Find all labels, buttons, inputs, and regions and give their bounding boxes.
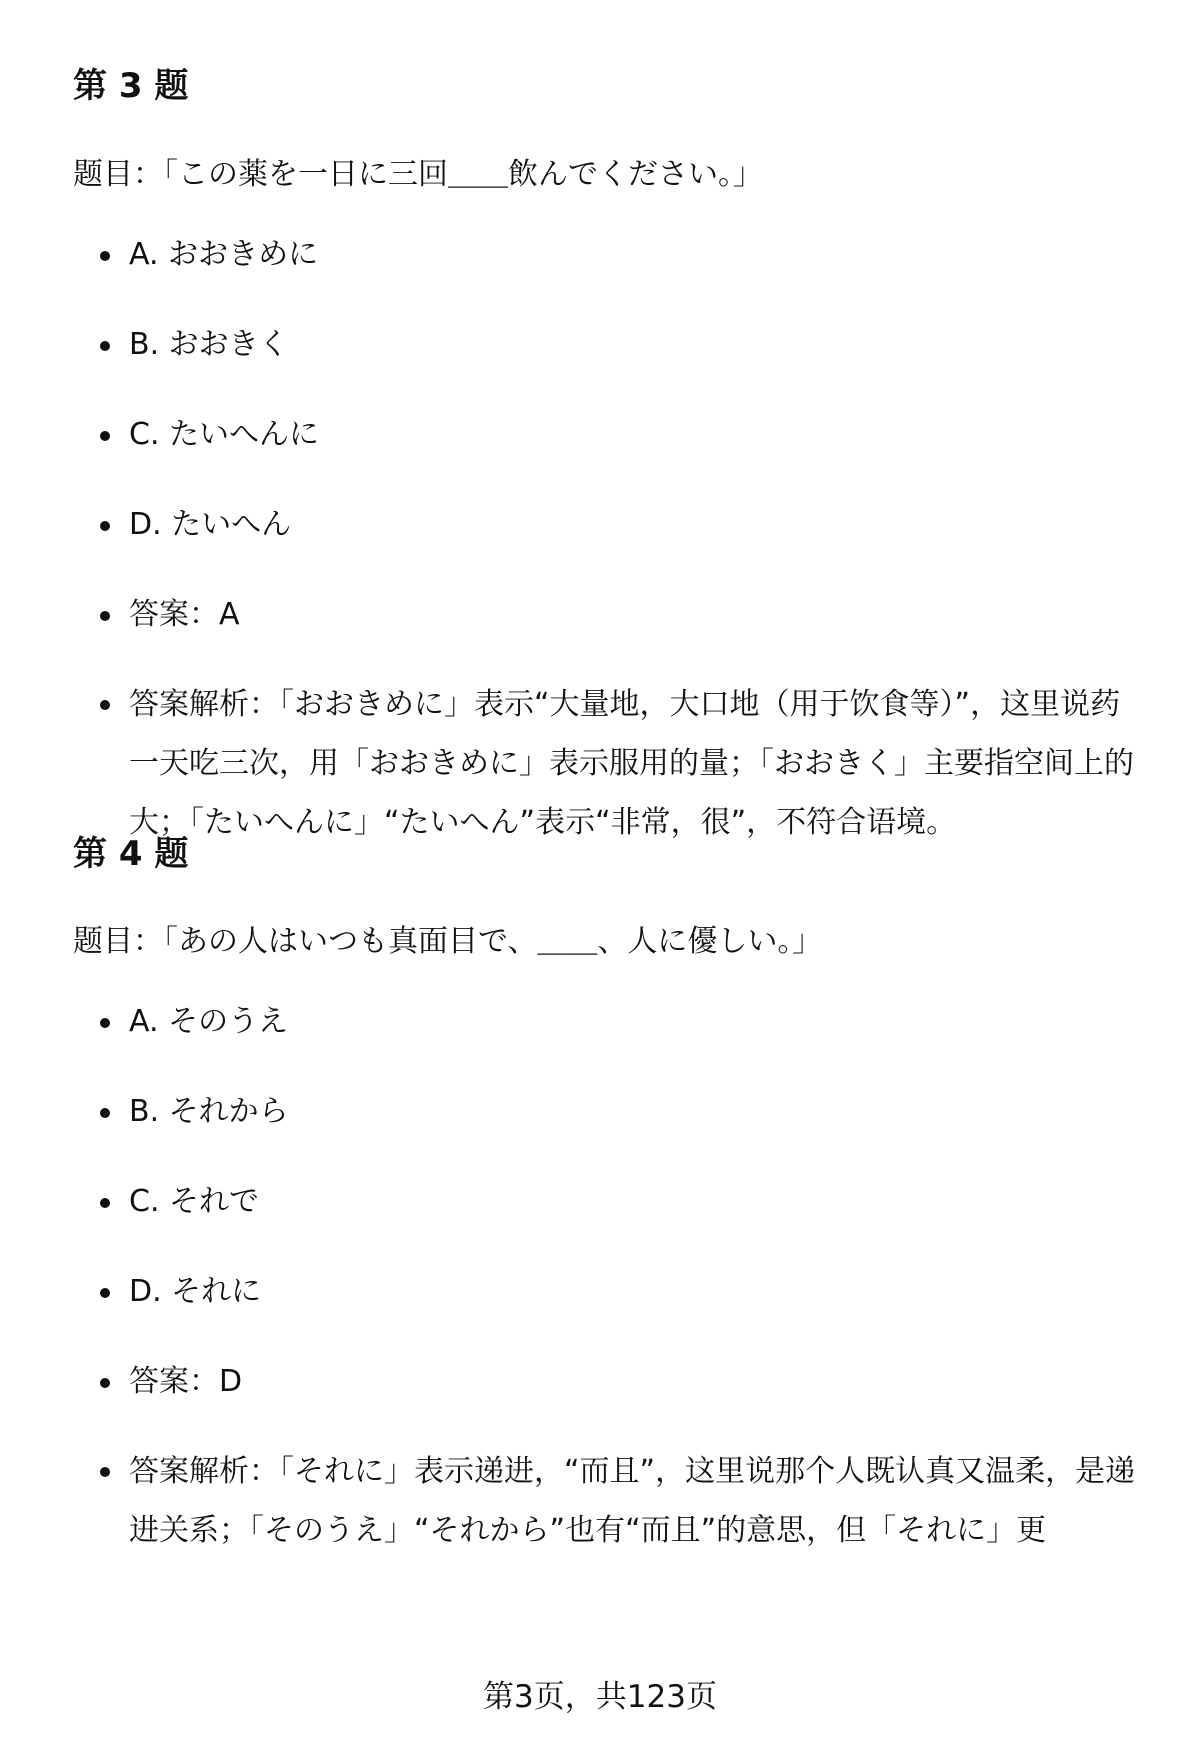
question-4-option-d: D. それに	[73, 1272, 1143, 1312]
question-3-options	[73, 235, 1143, 852]
question-3-option-d: D. たいへん	[73, 505, 1143, 545]
question-3-title: 第 3 题	[73, 66, 189, 106]
question-3-analysis: 答案解析：「おおきめに」表示“大量地，大口地（用于饮食等）”，这里说药一天吃三次，用「おおきめに」表示服用的量；「おおきく」主要指空间上的大；「たいへんに」“たいへん”表示“非常，很”，不符合语境。	[73, 675, 1143, 852]
question-3-option-c: C. たいへんに	[73, 415, 1143, 455]
question-4-analysis: 答案解析：「それに」表示递进，“而且”，这里说那个人既认真又温柔，是递进关系；「そのうえ」“それから”也有“而且”的意思，但「それに」更	[73, 1442, 1143, 1560]
question-4-options	[73, 1002, 1143, 1560]
question-3-option-a: A. おおきめに	[73, 235, 1143, 275]
question-4-title: 第 4 题	[73, 834, 189, 874]
question-3-option-b: B. おおきく	[73, 325, 1143, 365]
question-4-option-b: B. それから	[73, 1092, 1143, 1132]
question-4-option-c: C. それで	[73, 1182, 1143, 1222]
question-4-answer: 答案：D	[73, 1362, 1143, 1402]
question-4-option-a: A. そのうえ	[73, 1002, 1143, 1042]
question-4-stem: 题目：「あの人はいつも真面目で、＿＿、人に優しい。」	[73, 924, 823, 959]
question-3-stem: 题目：「この薬を一日に三回＿＿飲んでください。」	[73, 157, 763, 192]
page-footer: 第3页，共123页	[0, 1677, 1200, 1717]
question-3-answer: 答案：A	[73, 595, 1143, 635]
